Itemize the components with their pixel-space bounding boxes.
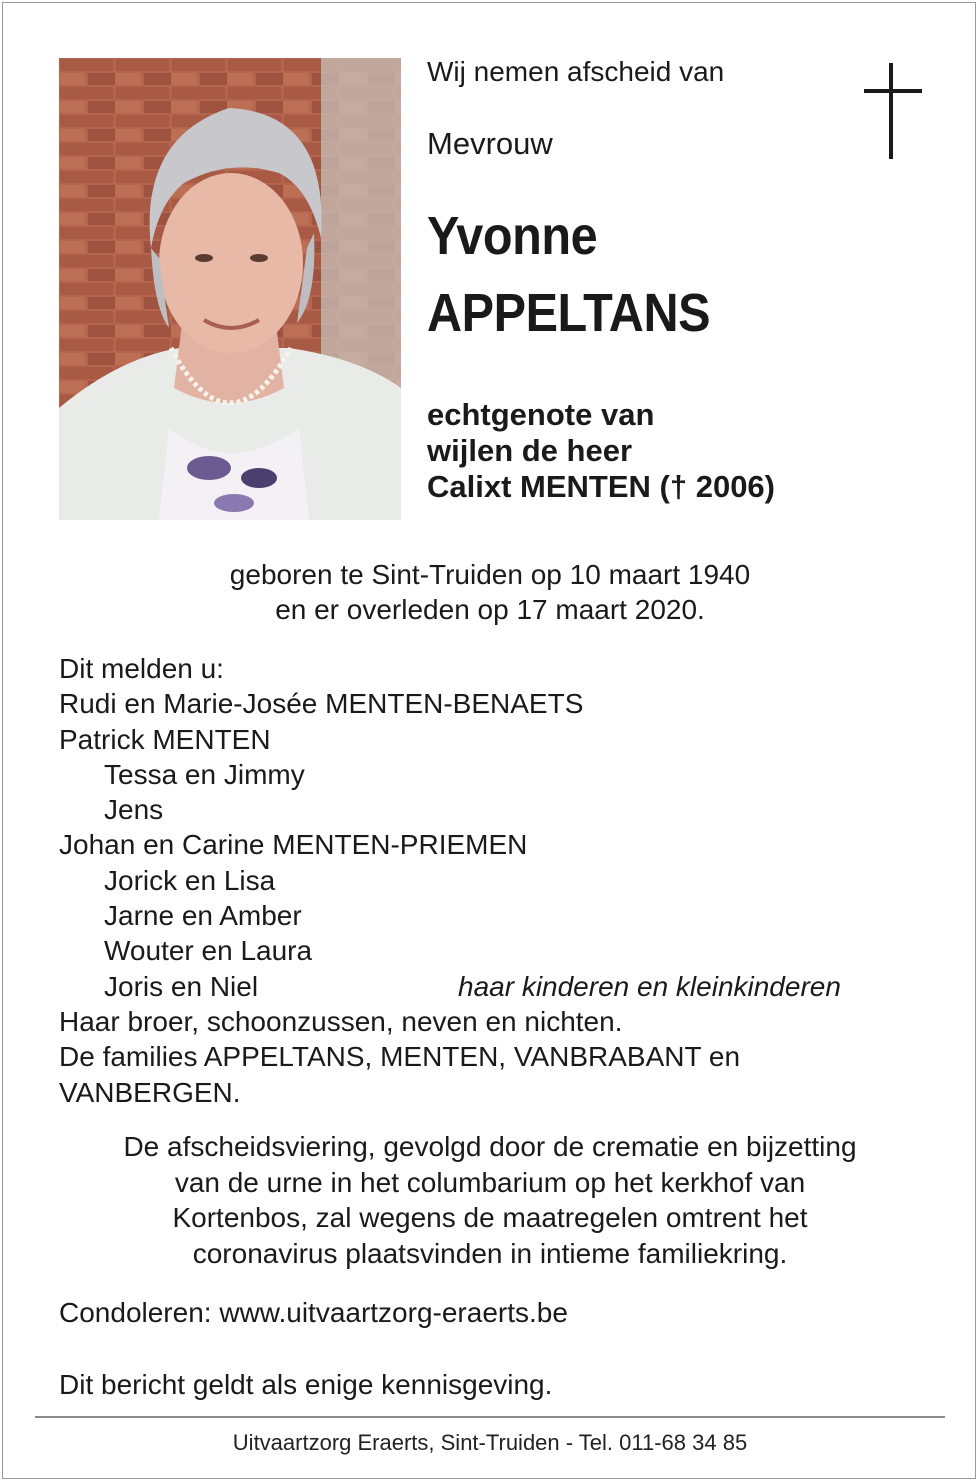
family-entry: Jens [104, 794, 164, 826]
condolence-label: Condoleren: [59, 1297, 212, 1328]
closing-text: Dit bericht geldt als enige kennisgeving. [59, 1369, 553, 1400]
birth-line: geboren te Sint-Truiden op 10 maart 1940 [229, 559, 751, 590]
family-tagline: haar kinderen en kleinkinderen [458, 971, 841, 1002]
family-other: De families APPELTANS, MENTEN, VANBRABANT en [59, 1041, 741, 1073]
family-entry: Tessa en Jimmy [104, 758, 305, 790]
spouse-line: echtgenote van [427, 397, 655, 432]
service-line: De afscheidsviering, gevolgd door de crematie en bijzetting [123, 1131, 857, 1162]
family-entry: Wouter en Laura [104, 935, 313, 967]
family-other: Haar broer, schoonzussen, neven en nichten. [59, 1005, 623, 1037]
deceased-last-name: APPELTANS [427, 283, 711, 343]
service-line: Kortenbos, zal wegens de maatregelen omtrent het [172, 1202, 808, 1233]
funeral-home-footer: Uitvaartzorg Eraerts, Sint-Truiden - Tel. 011-68 34 85 [232, 1430, 748, 1455]
condolence-line [59, 1295, 568, 1330]
salutation: Mevrouw [427, 126, 553, 161]
footer-divider [35, 1416, 945, 1418]
spouse-line: Calixt MENTEN († 2006) [427, 469, 775, 504]
portrait-photo [59, 58, 401, 520]
family-entry: Joris en Niel [104, 970, 259, 1002]
family-list [59, 651, 740, 1110]
family-entry: Jarne en Amber [104, 900, 302, 932]
family-entry: Patrick MENTEN [59, 723, 271, 755]
family-other: VANBERGEN. [59, 1076, 241, 1108]
spouse-info [427, 397, 775, 505]
family-entry: Johan en Carine MENTEN-PRIEMEN [59, 829, 528, 861]
family-entry: Rudi en Marie-Josée MENTEN-BENAETS [59, 688, 584, 720]
service-line: coronavirus plaatsvinden in intieme familiekring. [192, 1237, 788, 1269]
service-info [0, 1129, 980, 1271]
condolence-link[interactable]: www.uitvaartzorg-eraerts.be [219, 1297, 568, 1328]
family-header: Dit melden u: [59, 653, 224, 684]
cross-icon [864, 63, 922, 159]
service-line: van de urne in het columbarium op het kerkhof van [174, 1166, 806, 1198]
death-line: en er overleden op 17 maart 2020. [275, 594, 705, 625]
intro-text: Wij nemen afscheid van [427, 56, 725, 87]
deceased-first-name: Yvonne [427, 206, 598, 266]
spouse-line: wijlen de heer [427, 433, 633, 468]
family-entry: Jorick en Lisa [104, 864, 276, 896]
